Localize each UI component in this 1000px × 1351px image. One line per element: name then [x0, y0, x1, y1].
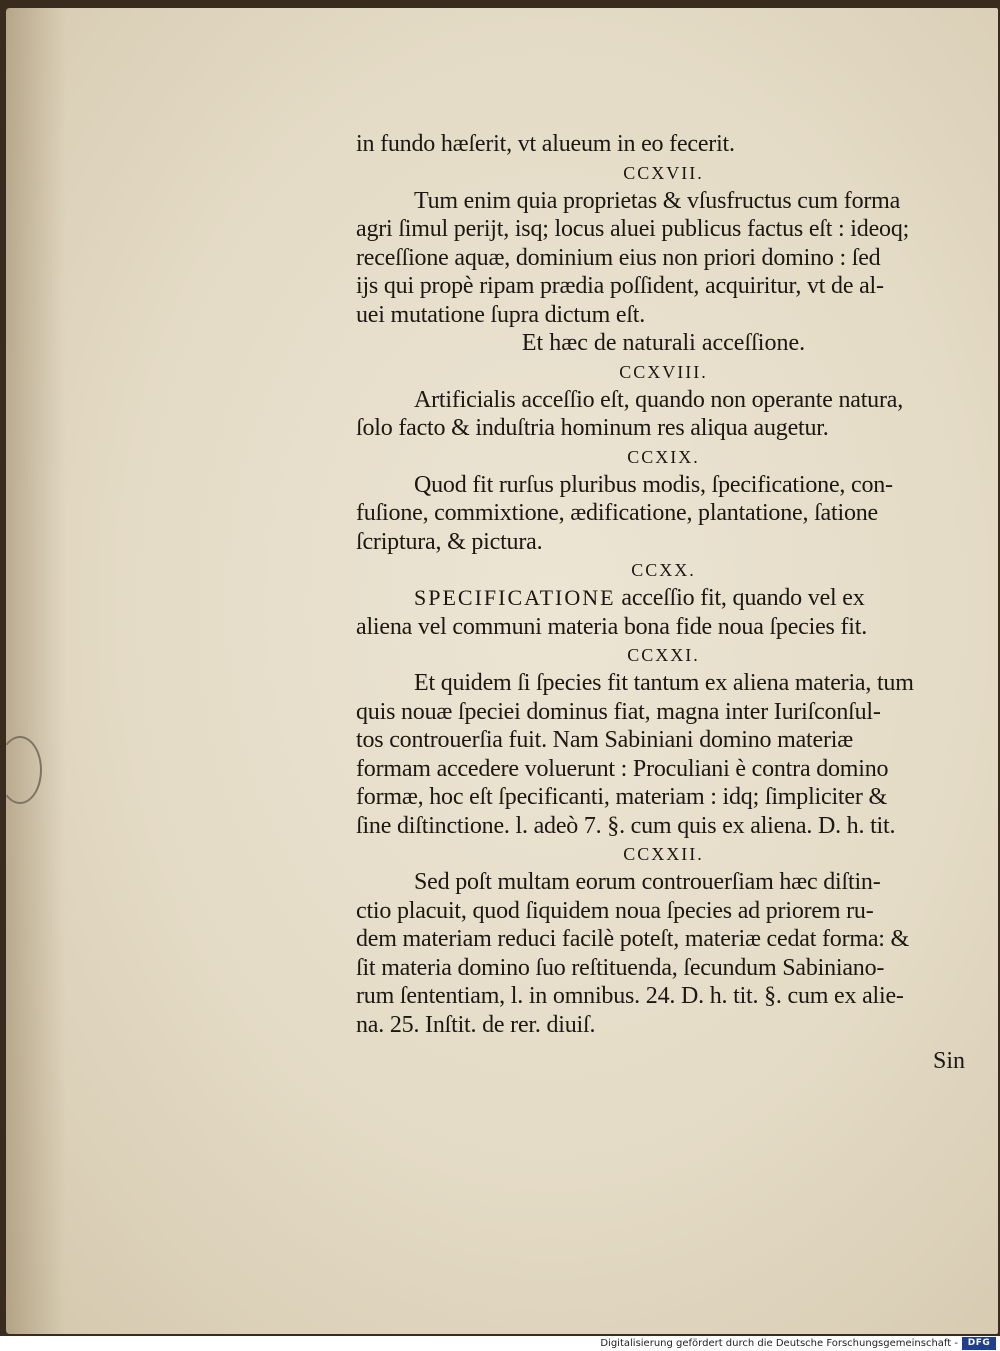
text-line: Sed poſt multam eorum controuerſiam hæc diſtin-	[414, 869, 881, 895]
text-line: rum ſententiam, l. in omnibus. 24. D. h. tit. §. cum ex alie-	[356, 983, 904, 1009]
text-line: aliena vel communi materia bona fide noua ſpecies fit.	[356, 613, 868, 640]
page-text	[356, 130, 971, 1076]
section-numeral: CCXX.	[631, 560, 696, 580]
text-line: tos controuerſia fuit. Nam Sabiniani domino materiæ	[356, 727, 854, 753]
digitization-footer	[0, 1336, 1000, 1351]
section-numeral: CCXVII.	[623, 162, 704, 183]
small-caps-word: SPECIFICATIONE	[414, 585, 616, 610]
text-line: ſcriptura, & pictura.	[356, 528, 543, 555]
catchword: Sin	[932, 1048, 965, 1074]
text-line: uei mutatione ſupra dictum eſt.	[356, 301, 646, 328]
section-numeral: CCXVIII.	[619, 361, 708, 382]
funding-credit: Digitalisierung gefördert durch die Deutsche Forschungsgemeinschaft -	[600, 1338, 958, 1349]
text-line: formæ, hoc eſt ſpecificanti, materiam : idq; ſimpliciter &	[356, 784, 887, 810]
section-numeral: CCXXII.	[623, 844, 704, 864]
section-numeral: CCXIX.	[627, 446, 700, 467]
text-line	[356, 584, 971, 613]
text-line: Tum enim quia proprietas & vſusfructus cum forma	[414, 187, 901, 214]
text-line: dem materiam reduci facilè poteſt, materiæ cedat forma: &	[356, 926, 910, 952]
binding-shadow	[6, 8, 66, 1334]
dfg-logo: DFG	[962, 1337, 996, 1350]
section-numeral: CCXXI.	[627, 645, 700, 665]
text-line: ſine diſtinctione. l. adeò 7. §. cum quis ex aliena. D. h. tit.	[356, 812, 896, 839]
text-line: in fundo hæſerit, vt alueum in eo fecerit.	[356, 131, 735, 157]
text-line: quis nouæ ſpeciei dominus fiat, magna inter Iuriſconſul-	[356, 698, 881, 725]
section-heading: Et hæc de naturali acceſſione.	[521, 330, 806, 356]
text-line: ſit materia domino ſuo reſtituenda, ſecundum Sabiniano-	[356, 954, 885, 981]
text-line: ijs qui propè ripam prædia poſſident, acquiritur, vt de al-	[356, 273, 884, 299]
line-text: acceſſio fit, quando vel ex	[615, 585, 865, 611]
text-line: formam accedere voluerunt : Proculiani è contra domino	[356, 755, 889, 782]
text-line: na. 25. Inſtit. de rer. diuiſ.	[356, 1011, 596, 1038]
text-line: fuſione, commixtione, ædificatione, plantatione, ſatione	[356, 500, 878, 526]
binding-thread	[0, 736, 42, 804]
text-line: ſolo facto & induſtria hominum res aliqua augetur.	[356, 415, 829, 441]
text-line: agri ſimul perijt, isq; locus aluei publicus factus eſt : ideoq;	[356, 216, 910, 242]
text-line: receſſione aquæ, dominium eius non priori domino : ſed	[356, 244, 881, 271]
text-line: Et quidem ſi ſpecies fit tantum ex aliena materia, tum	[414, 670, 914, 696]
text-line: ctio placuit, quod ſiquidem noua ſpecies ad priorem ru-	[356, 897, 874, 924]
text-line: Artificialis acceſſio eſt, quando non operante natura,	[414, 386, 904, 413]
text-line: Quod fit rurſus pluribus modis, ſpecificatione, con-	[414, 471, 893, 498]
